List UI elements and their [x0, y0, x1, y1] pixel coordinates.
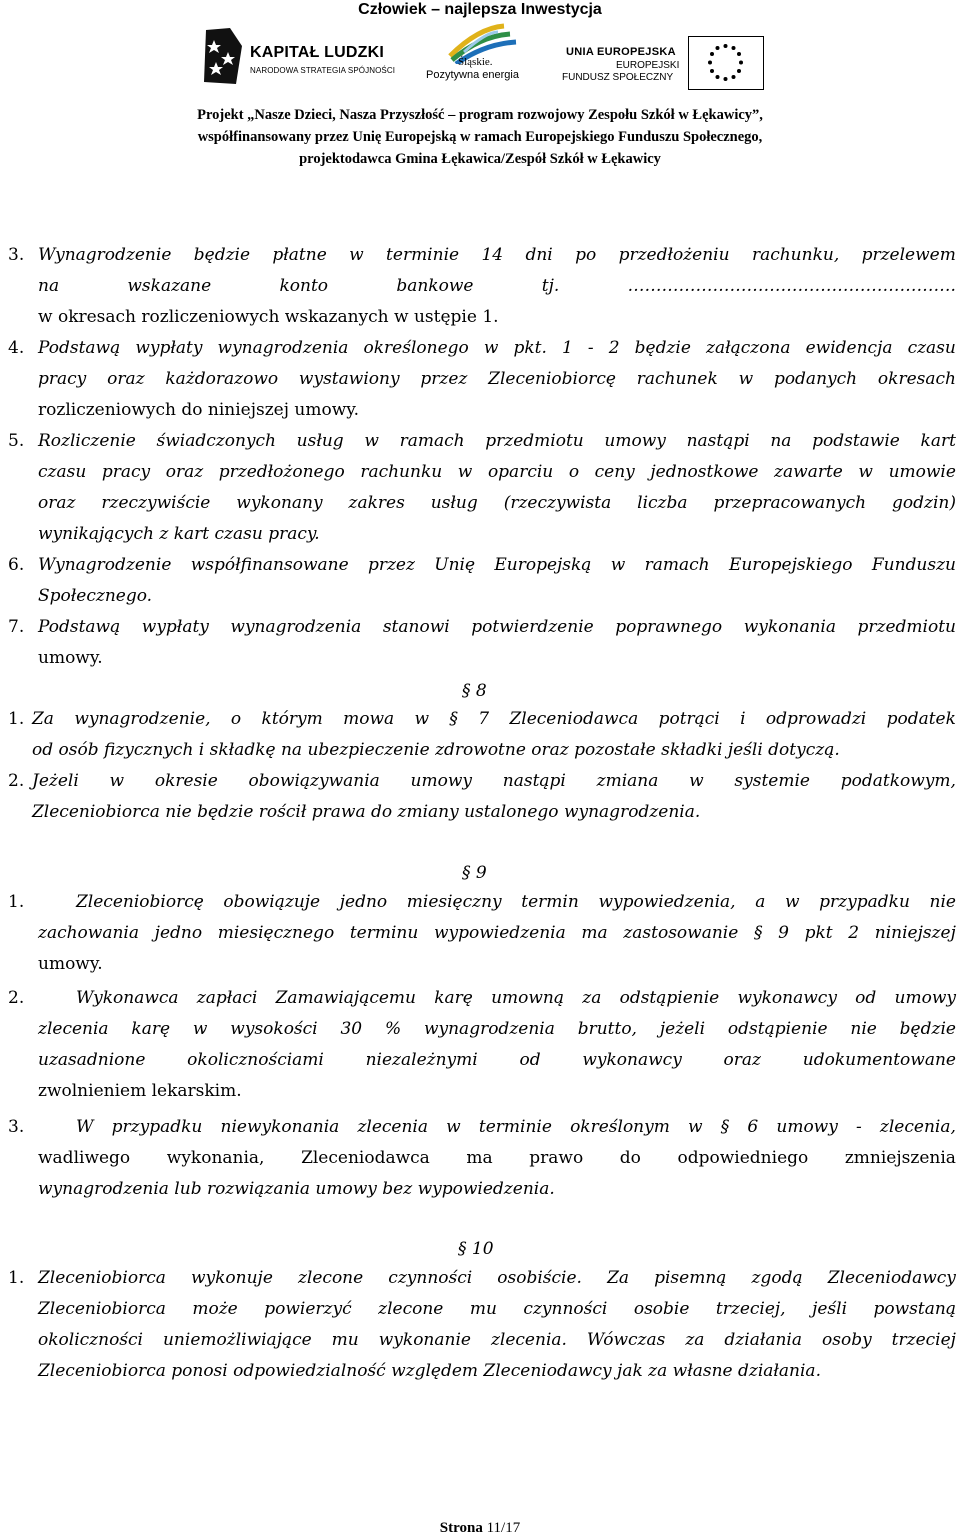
- text-line: Wykonawca zapłaci Zamawiającemu karę umowną za odstąpienie wykonawcy od umowy: [76, 988, 956, 1008]
- kapital-ludzki-logo: [200, 26, 400, 86]
- section-heading: § 9: [462, 863, 487, 883]
- text-line: Wynagrodzenie współfinansowane przez Unię Europejską w ramach Europejskiego Funduszu: [38, 555, 956, 575]
- text-line: wadliwego wykonania, Zleceniodawca ma prawo do odpowiedniego zmniejszenia: [38, 1148, 956, 1168]
- slaskie-logo: [420, 22, 540, 88]
- kapital-ludzki-title: KAPITAŁ LUDZKI: [250, 44, 385, 61]
- slaskie-title: Śląskie.: [458, 56, 493, 68]
- text-line: okoliczności uniemożliwiające mu wykonanie zlecenia. Wówczas za działania osoby trzeciej: [38, 1330, 956, 1350]
- slaskie-subtitle: Pozytywna energia: [426, 69, 519, 81]
- project-line-3: projektodawca Gmina Łękawica/Zespół Szkół w Łękawicy: [299, 151, 661, 167]
- project-line-1: Projekt „Nasze Dzieci, Nasza Przyszłość – program rozwojowy Zespołu Szkół w Łękawicy”,: [197, 107, 763, 123]
- text-line: W przypadku niewykonania zlecenia w terminie określonym w § 6 umowy - zlecenia,: [76, 1117, 956, 1137]
- footer-page-number: 11/17: [486, 1520, 521, 1536]
- text-line: Jeżeli w okresie obowiązywania umowy nastąpi zmiana w systemie podatkowym,: [32, 771, 956, 791]
- list-number: 3.: [8, 1117, 25, 1137]
- kapital-ludzki-subtitle: NARODOWA STRATEGIA SPÓJNOŚCI: [250, 66, 396, 75]
- text-line: zwolnieniem lekarskim.: [38, 1081, 242, 1101]
- list-number: 4.: [8, 338, 25, 358]
- text-line: umowy.: [38, 648, 103, 668]
- text-line: Zleceniobiorca wykonuje zlecone czynności osobiście. Za pisemną zgodą Zleceniodawcy: [38, 1268, 956, 1288]
- list-number: 1.: [8, 892, 25, 912]
- section-heading: § 8: [462, 681, 487, 701]
- list-number: 2.: [8, 988, 25, 1008]
- header-slogan: Człowiek – najlepsza Inwestycja: [358, 1, 602, 18]
- text-line: uzasadnione okolicznościami niezależnymi od wykonawcy oraz udokumentowane: [38, 1050, 956, 1070]
- text-line: Zleceniobiorca nie będzie rościł prawa do zmiany ustalonego wynagrodzenia.: [32, 802, 701, 822]
- text-line: Wynagrodzenie będzie płatne w terminie 14 dni po przedłożeniu rachunku, przelewem: [38, 245, 956, 265]
- text-line: zachowania jedno miesięcznego terminu wypowiedzenia ma zastosowanie § 9 pkt 2 niniejszej: [38, 923, 956, 943]
- text-line: Zleceniobiorcę obowiązuje jedno miesięczny termin wypowiedzenia, a w przypadku nie: [76, 892, 956, 912]
- text-line: umowy.: [38, 954, 103, 974]
- project-line-2: współfinansowany przez Unię Europejską w ramach Europejskiego Funduszu Społecznego,: [197, 129, 763, 145]
- text-line: pracy oraz każdorazowo wystawiony przez Zleceniobiorcę rachunek w podanych okresach: [38, 369, 956, 389]
- text-line: rozliczeniowych do niniejszej umowy.: [38, 400, 360, 420]
- text-line: Podstawą wypłaty wynagrodzenia określonego w pkt. 1 - 2 będzie załączona ewidencja czasu: [38, 338, 956, 358]
- text-line: wynagrodzenia lub rozwiązania umowy bez wypowiedzenia.: [38, 1179, 555, 1199]
- text-line: wynikających z kart czasu pracy.: [38, 524, 320, 544]
- list-number: 1.: [8, 1268, 25, 1288]
- text-line: czasu pracy oraz przedłożonego rachunku w oparciu o ceny jednostkowe zawarte w umowie: [38, 462, 956, 482]
- text-line: Podstawą wypłaty wynagrodzenia stanowi potwierdzenie poprawnego wykonania przedmiotu: [38, 617, 956, 637]
- text-line: w okresach rozliczeniowych wskazanych w ustępie 1.: [38, 307, 499, 327]
- text-line: na wskazane konto bankowe tj. ………………………………………………….: [38, 276, 956, 296]
- kapital-ludzki-emblem-icon: [200, 26, 244, 86]
- list-number: 6.: [8, 555, 25, 575]
- text-line: od osób fizycznych i składkę na ubezpieczenie zdrowotne oraz pozostałe składki jeśli dotyczą.: [32, 740, 840, 760]
- text-line: Zleceniobiorca ponosi odpowiedzialność względem Zleceniodawcy jak za własne działania.: [38, 1361, 821, 1381]
- list-number: 2.: [8, 771, 25, 791]
- text-line: Za wynagrodzenie, o którym mowa w § 7 Zleceniodawca potrąci i odprowadzi podatek: [32, 709, 956, 729]
- list-number: 5.: [8, 431, 25, 451]
- text-line: Społecznego.: [38, 586, 153, 606]
- text-line: Zleceniobiorca może powierzyć zlecone mu czynności osobie trzeciej, jeśli powstaną: [38, 1299, 956, 1319]
- text-line: zlecenia karę w wysokości 30 % wynagrodzenia brutto, jeżeli odstąpienie nie będzie: [38, 1019, 956, 1039]
- page-footer: [0, 1518, 960, 1538]
- list-number: 7.: [8, 617, 25, 637]
- list-number: 1.: [8, 709, 25, 729]
- eu-line3: FUNDUSZ SPOŁECZNY: [562, 72, 674, 83]
- eu-title: UNIA EUROPEJSKA: [566, 46, 676, 58]
- eu-flag-icon: [688, 36, 764, 90]
- list-number: 3.: [8, 245, 25, 265]
- text-line: oraz rzeczywiście wykonany zakres usług (rzeczywista liczba przepracowanych godzin): [38, 493, 956, 513]
- section-heading: § 10: [458, 1239, 494, 1259]
- eu-logo: [560, 34, 770, 94]
- text-line: Rozliczenie świadczonych usług w ramach przedmiotu umowy nastąpi na podstawie kart: [38, 431, 956, 451]
- header-logos: [0, 22, 960, 92]
- eu-line2: EUROPEJSKI: [616, 60, 680, 71]
- project-info: [0, 104, 960, 170]
- footer-label: Strona: [439, 1520, 483, 1536]
